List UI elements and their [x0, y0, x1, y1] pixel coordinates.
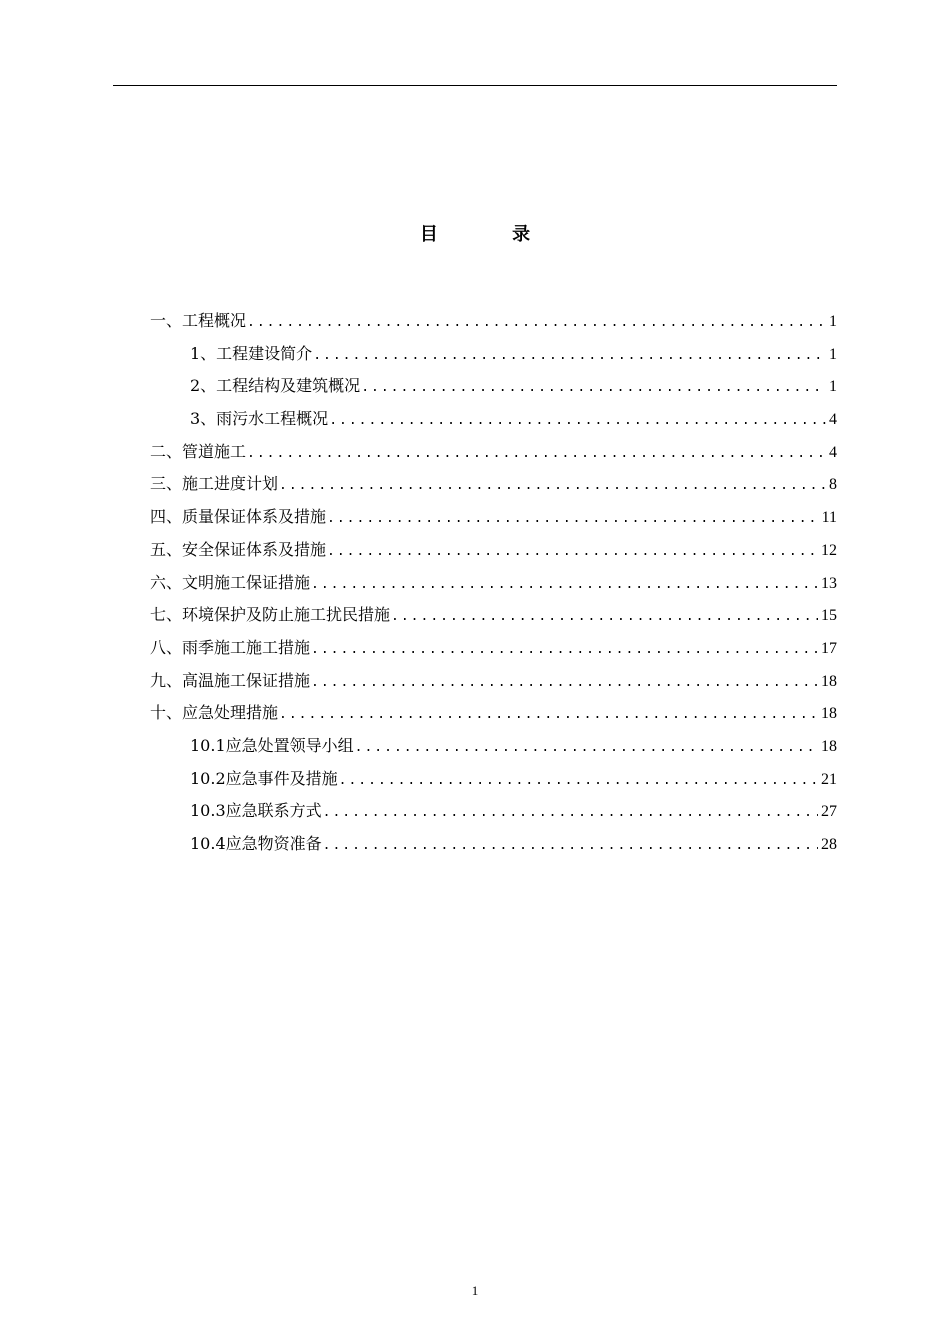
- dot-leader: [313, 340, 826, 373]
- toc-entry-text: 10.3应急联系方式: [190, 801, 322, 821]
- toc-entry[interactable]: [150, 534, 837, 567]
- toc-entry-page: 28: [821, 836, 837, 853]
- toc-entry-text: 一、工程概况: [150, 311, 247, 330]
- dot-leader: [311, 667, 818, 700]
- toc-entry-page: 12: [821, 541, 837, 559]
- toc-entry-page: 1: [829, 313, 837, 330]
- toc-entry-page: 18: [821, 737, 837, 755]
- dot-leader: [327, 536, 818, 569]
- toc-entry[interactable]: [150, 828, 837, 861]
- toc-entry-text: 九、高温施工保证措施: [150, 670, 311, 690]
- toc-entry-page: 8: [829, 476, 837, 494]
- toc-entry-text: 四、质量保证体系及措施: [150, 507, 327, 527]
- page-number: 1: [471, 1283, 479, 1298]
- toc-entry[interactable]: [150, 305, 837, 338]
- dot-leader: [361, 372, 826, 405]
- toc-entry[interactable]: [150, 436, 837, 469]
- toc-entry-text: 1、工程建设简介: [190, 343, 313, 363]
- toc-entry-text: 七、环境保护及防止施工扰民措施: [150, 605, 391, 625]
- toc-entry[interactable]: [150, 370, 837, 403]
- dot-leader: [247, 307, 826, 340]
- toc-title: 目 录: [419, 224, 565, 245]
- dot-leader: [279, 699, 818, 732]
- toc-entry[interactable]: [150, 730, 837, 763]
- toc-entry-page: 13: [821, 574, 837, 592]
- dot-leader: [391, 601, 818, 634]
- toc-entry-page: 21: [821, 770, 837, 788]
- toc-entry[interactable]: [150, 763, 837, 796]
- toc-entry-text: 五、安全保证体系及措施: [150, 539, 327, 559]
- dot-leader: [311, 634, 818, 667]
- toc-entry-text: 十、应急处理措施: [150, 703, 279, 723]
- toc-entry-text: 三、施工进度计划: [150, 474, 279, 494]
- toc-entry-page: 15: [821, 607, 837, 625]
- toc-entry-text: 八、雨季施工施工措施: [150, 637, 311, 657]
- dot-leader: [323, 830, 818, 863]
- toc-entry[interactable]: [150, 501, 837, 534]
- dot-leader: [279, 470, 826, 503]
- header-rule: [113, 85, 837, 86]
- toc-entry-page: 27: [821, 803, 837, 821]
- toc-entry-text: 六、文明施工保证措施: [150, 572, 311, 592]
- toc-entry-page: 11: [821, 509, 837, 527]
- dot-leader: [311, 569, 818, 602]
- toc-entry-page: 4: [829, 411, 837, 429]
- toc-entry-text: 10.2应急事件及措施: [190, 768, 338, 788]
- toc-entry[interactable]: [150, 468, 837, 501]
- dot-leader: [327, 503, 819, 536]
- toc-entry-page: 17: [821, 639, 837, 657]
- toc-entry[interactable]: [150, 632, 837, 665]
- toc-entry[interactable]: [150, 665, 837, 698]
- toc-entry-text: 10.1应急处置领导小组: [190, 735, 354, 755]
- toc-entry[interactable]: [150, 338, 837, 371]
- toc-entry-text: 2、工程结构及建筑概况: [190, 376, 361, 396]
- toc-entry[interactable]: [150, 697, 837, 730]
- dot-leader: [339, 765, 818, 798]
- toc-entry-page: 18: [821, 705, 837, 723]
- dot-leader: [329, 405, 826, 438]
- toc-entry-text: 二、管道施工: [150, 441, 247, 461]
- toc-entry[interactable]: [150, 795, 837, 828]
- dot-leader: [247, 438, 826, 471]
- table-of-contents: [150, 305, 837, 861]
- toc-entry-page: 18: [821, 672, 837, 690]
- dot-leader: [323, 797, 818, 830]
- toc-entry-page: 4: [829, 443, 837, 461]
- toc-entry[interactable]: [150, 599, 837, 632]
- toc-entry-text: 3、雨污水工程概况: [190, 409, 329, 429]
- toc-entry[interactable]: [150, 403, 837, 436]
- toc-entry-text: 10.4应急物资准备: [190, 834, 322, 853]
- toc-entry-page: 1: [829, 345, 837, 363]
- toc-entry[interactable]: [150, 567, 837, 600]
- dot-leader: [355, 732, 818, 765]
- toc-entry-page: 1: [829, 378, 837, 396]
